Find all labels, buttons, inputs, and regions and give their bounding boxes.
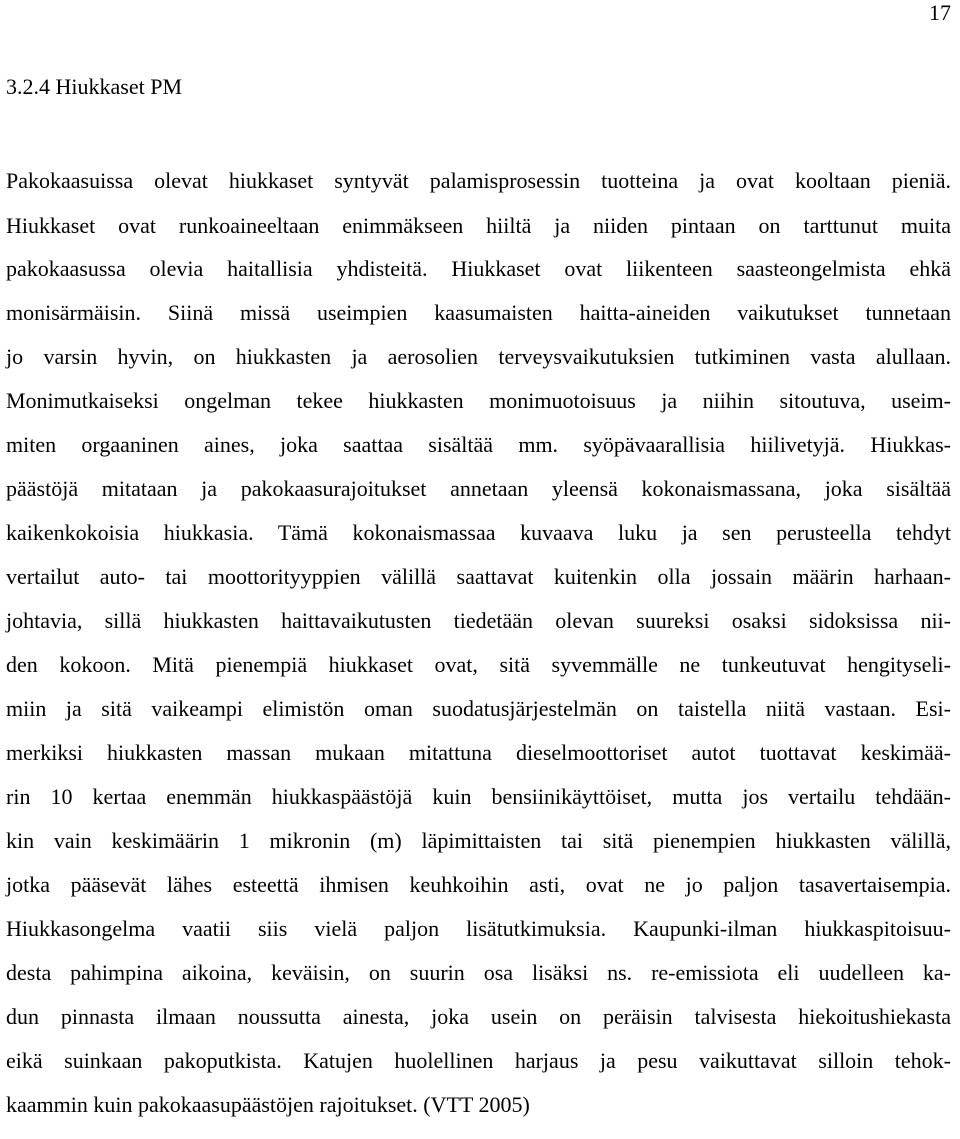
paragraph-line: kaikenkokoisia hiukkasia. Tämä kokonaismassaa kuvaava luku ja sen perusteella tehdyt [6,520,951,545]
paragraph-line: desta pahimpina aikoina, keväisin, on suurin osa lisäksi ns. re-emissiota eli uudelleen ka- [6,960,951,985]
paragraph-line: dun pinnasta ilmaan noussutta ainesta, joka usein on peräisin talvisesta hiekoitushiekasta [6,1004,951,1029]
paragraph-line: eikä suinkaan pakoputkista. Katujen huolellinen harjaus ja pesu vaikuttavat silloin tehok- [6,1048,951,1073]
paragraph-line: Hiukkasongelma vaatii siis vielä paljon lisätutkimuksia. Kaupunki-ilman hiukkaspitoisuu- [6,916,951,941]
paragraph-line: johtavia, sillä hiukkasten haittavaikutusten tiedetään olevan suureksi osaksi sidoksissa nii- [6,608,951,633]
paragraph-line: Hiukkaset ovat runkoaineeltaan enimmäkseen hiiltä ja niiden pintaan on tarttunut muita [6,213,951,238]
paragraph-line: Pakokaasuissa olevat hiukkaset syntyvät palamisprosessin tuotteina ja ovat kooltaan pieniä. [6,168,951,193]
paragraph-line: kin vain keskimäärin 1 mikronin (m) läpimittaisten tai sitä pienempien hiukkasten välillä, [6,828,951,853]
paragraph-line: miin ja sitä vaikeampi elimistön oman suodatusjärjestelmän on taistella niitä vastaan. Esi- [6,696,951,721]
paragraph-line: merkiksi hiukkasten massan mukaan mitattuna dieselmoottoriset autot tuottavat keskimää- [6,740,951,765]
paragraph-line: Monimutkaiseksi ongelman tekee hiukkasten monimuotoisuus ja niihin sitoutuva, useim- [6,388,951,413]
paragraph-line: päästöjä mitataan ja pakokaasurajoitukset annetaan yleensä kokonaismassana, joka sisältää [6,476,951,501]
paragraph-line: kaammin kuin pakokaasupäästöjen rajoitukset. (VTT 2005) [6,1092,530,1117]
paragraph-line: rin 10 kertaa enemmän hiukkaspäästöjä kuin bensiinikäyttöiset, mutta jos vertailu tehdään- [6,784,951,809]
paragraph-line: den kokoon. Mitä pienempiä hiukkaset ovat, sitä syvemmälle ne tunkeutuvat hengityseli- [6,652,951,677]
paragraph-line: jotka pääsevät lähes esteettä ihmisen keuhkoihin asti, ovat ne jo paljon tasavertaisempia. [6,872,951,897]
paragraph-line: jo varsin hyvin, on hiukkasten ja aerosolien terveysvaikutuksien tutkiminen vasta alullaan. [6,344,951,369]
paragraph-line: miten orgaaninen aines, joka saattaa sisältää mm. syöpävaarallisia hiilivetyjä. Hiukkas- [6,432,951,457]
paragraph-line: monisärmäisin. Siinä missä useimpien kaasumaisten haitta-aineiden vaikutukset tunnetaan [6,300,951,325]
paragraph-line: pakokaasussa olevia haitallisia yhdisteitä. Hiukkaset ovat liikenteen saasteongelmista ehkä [6,256,951,281]
page-number: 17 [929,0,951,25]
section-heading: 3.2.4 Hiukkaset PM [6,74,182,99]
paragraph-line: vertailut auto- tai moottorityyppien välillä saattavat kuitenkin olla jossain määrin harhaan- [6,564,951,589]
